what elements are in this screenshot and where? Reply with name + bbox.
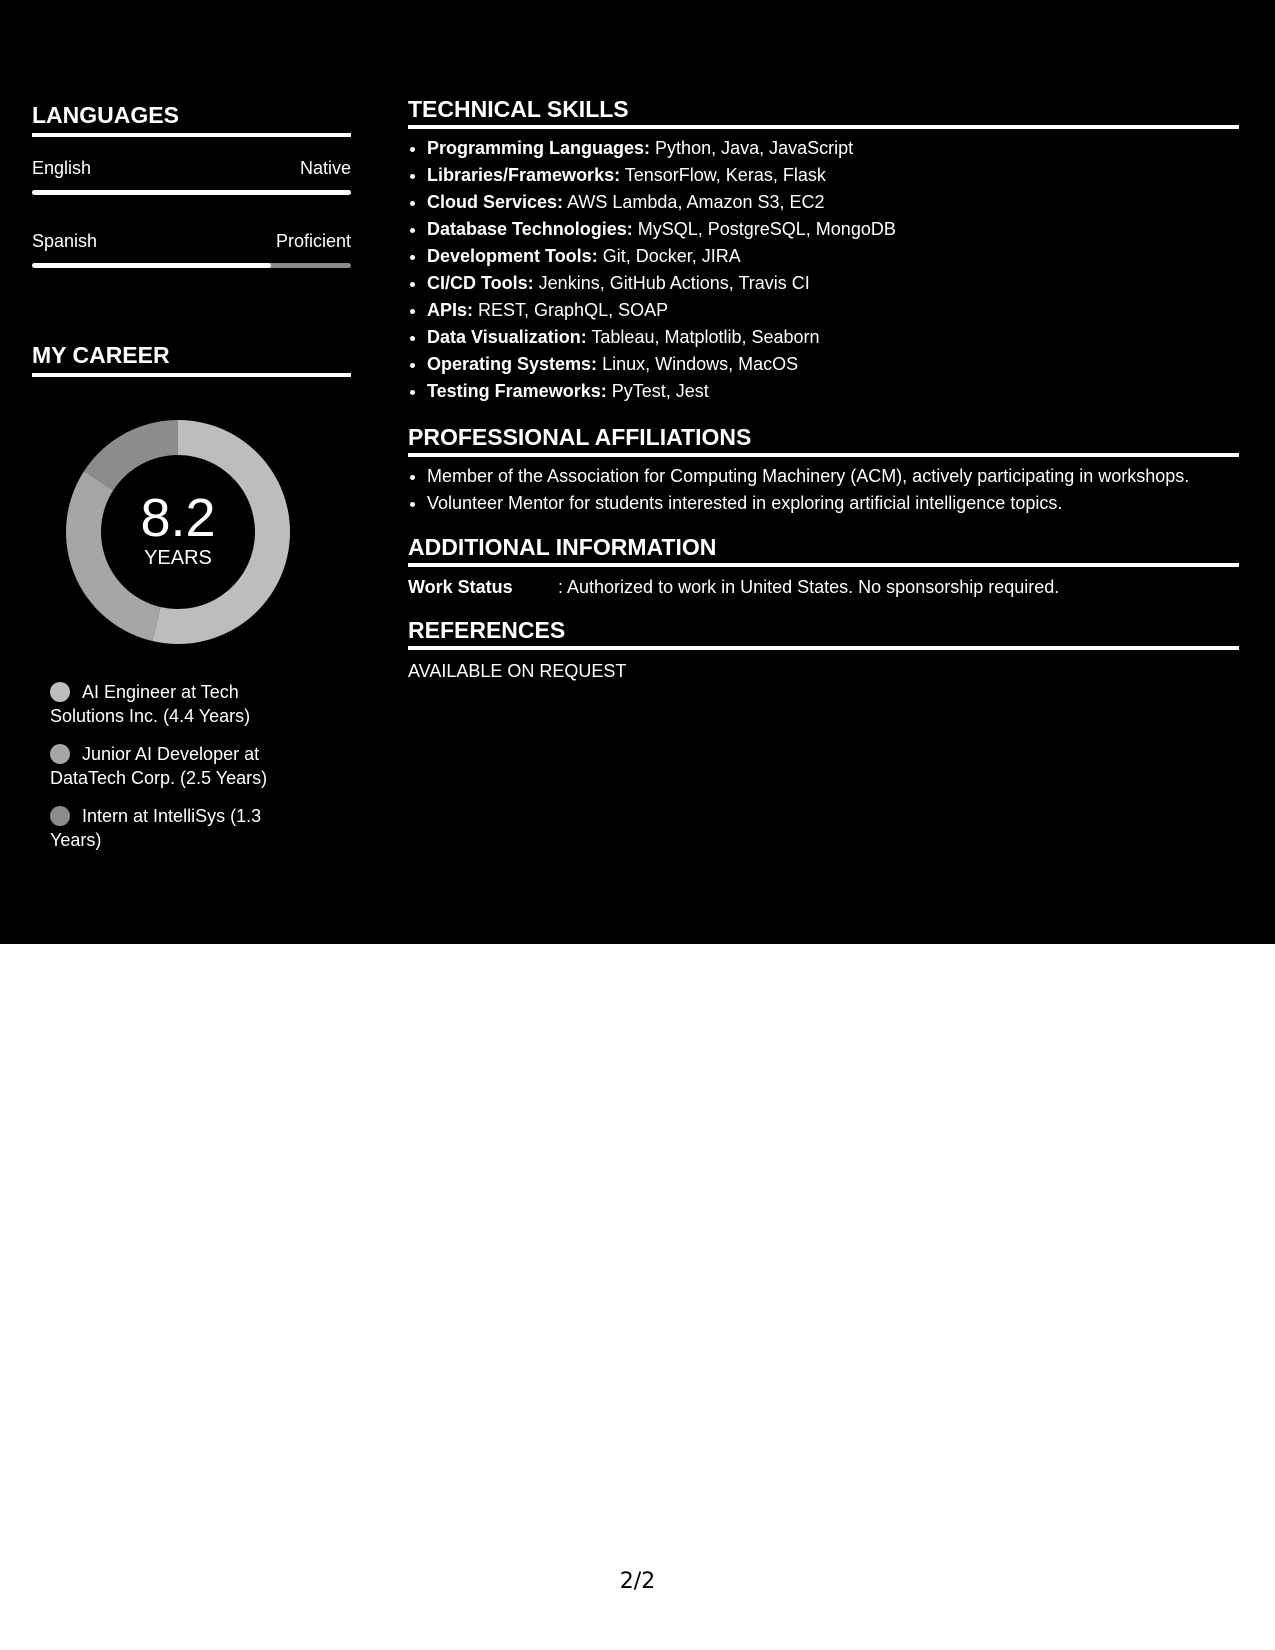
references-heading: REFERENCES (408, 616, 1239, 650)
language-name: Spanish (32, 231, 98, 251)
skill-item (427, 243, 1239, 270)
language-level: Proficient (275, 231, 351, 251)
affiliations-heading: PROFESSIONAL AFFILIATIONS (408, 423, 1239, 457)
career-donut-chart (66, 420, 290, 644)
skill-item (427, 297, 1239, 324)
legend-dot-icon (50, 682, 70, 702)
languages-heading: LANGUAGES (32, 101, 351, 137)
skill-value: AWS Lambda, Amazon S3, EC2 (567, 192, 825, 212)
skill-label: Data Visualization: (427, 327, 587, 347)
language-proficiency-bar (32, 190, 351, 195)
languages-section (32, 101, 351, 268)
skill-item (427, 378, 1239, 405)
additional-info-section (408, 533, 1239, 599)
skill-value: PyTest, Jest (611, 381, 709, 401)
work-status-row (408, 575, 1239, 599)
career-total-value: 8.2 (140, 488, 216, 548)
career-heading: MY CAREER (32, 341, 351, 377)
skill-item (427, 216, 1239, 243)
page-number: 2/2 (619, 1569, 656, 1594)
skill-value: Git, Docker, JIRA (602, 246, 741, 266)
career-legend-item (50, 742, 310, 790)
legend-dot-icon (50, 806, 70, 826)
language-proficiency-fill (32, 263, 271, 268)
skill-item (427, 270, 1239, 297)
technical-skills-list (408, 135, 1239, 405)
affiliations-list (408, 463, 1239, 517)
technical-skills-heading: TECHNICAL SKILLS (408, 95, 1239, 129)
affiliations-section (408, 423, 1239, 517)
career-legend-item (50, 680, 310, 728)
skill-label: Testing Frameworks: (427, 381, 607, 401)
career-total-unit: YEARS (144, 547, 212, 569)
affiliation-item: • Member of the Association for Computing Machinery (ACM), actively participating in workshops. (427, 463, 1239, 490)
references-section (408, 616, 1239, 683)
language-level: Native (299, 158, 351, 178)
skill-value: Python, Java, JavaScript (655, 138, 854, 158)
skill-label: Programming Languages: (427, 138, 651, 158)
language-item-spanish (32, 230, 351, 268)
skill-item (427, 324, 1239, 351)
work-status-value: : Authorized to work in United States. No sponsorship required. (558, 577, 1060, 597)
skill-label: Development Tools: (427, 246, 598, 266)
skill-label: CI/CD Tools: (427, 273, 534, 293)
references-text: AVAILABLE ON REQUEST (408, 661, 627, 681)
skill-value: Tableau, Matplotlib, Seaborn (591, 327, 820, 347)
skill-value: Linux, Windows, MacOS (602, 354, 799, 374)
skill-item (427, 351, 1239, 378)
technical-skills-section (408, 95, 1239, 405)
career-entry-label: Intern at IntelliSys (1.3 Years) (50, 806, 262, 850)
skill-label: APIs: (427, 300, 474, 320)
affiliation-item: • Volunteer Mentor for students interested in exploring artificial intelligence topics. (427, 490, 1239, 517)
skill-label: Operating Systems: (427, 354, 598, 374)
language-name: English (32, 158, 92, 178)
skill-label: Database Technologies: (427, 219, 633, 239)
skill-value: REST, GraphQL, SOAP (478, 300, 669, 320)
skill-value: Jenkins, GitHub Actions, Travis CI (538, 273, 810, 293)
skill-label: Libraries/Frameworks: (427, 165, 621, 185)
work-status-key: Work Status (408, 577, 513, 597)
career-entry-label: AI Engineer at Tech Solutions Inc. (4.4 Years) (50, 682, 251, 726)
additional-info-heading: ADDITIONAL INFORMATION (408, 533, 1239, 567)
career-legend (50, 680, 310, 866)
skill-item (427, 189, 1239, 216)
career-entry-label: Junior AI Developer at DataTech Corp. (2.5 Years) (50, 744, 268, 788)
language-item-english (32, 157, 351, 195)
language-proficiency-bar (32, 263, 351, 268)
legend-dot-icon (50, 744, 70, 764)
skill-label: Cloud Services: (427, 192, 564, 212)
career-section (32, 341, 351, 377)
skill-item (427, 135, 1239, 162)
skill-value: MySQL, PostgreSQL, MongoDB (637, 219, 896, 239)
language-proficiency-fill (32, 190, 351, 195)
skill-item (427, 162, 1239, 189)
career-legend-item (50, 804, 310, 852)
skill-value: TensorFlow, Keras, Flask (624, 165, 826, 185)
